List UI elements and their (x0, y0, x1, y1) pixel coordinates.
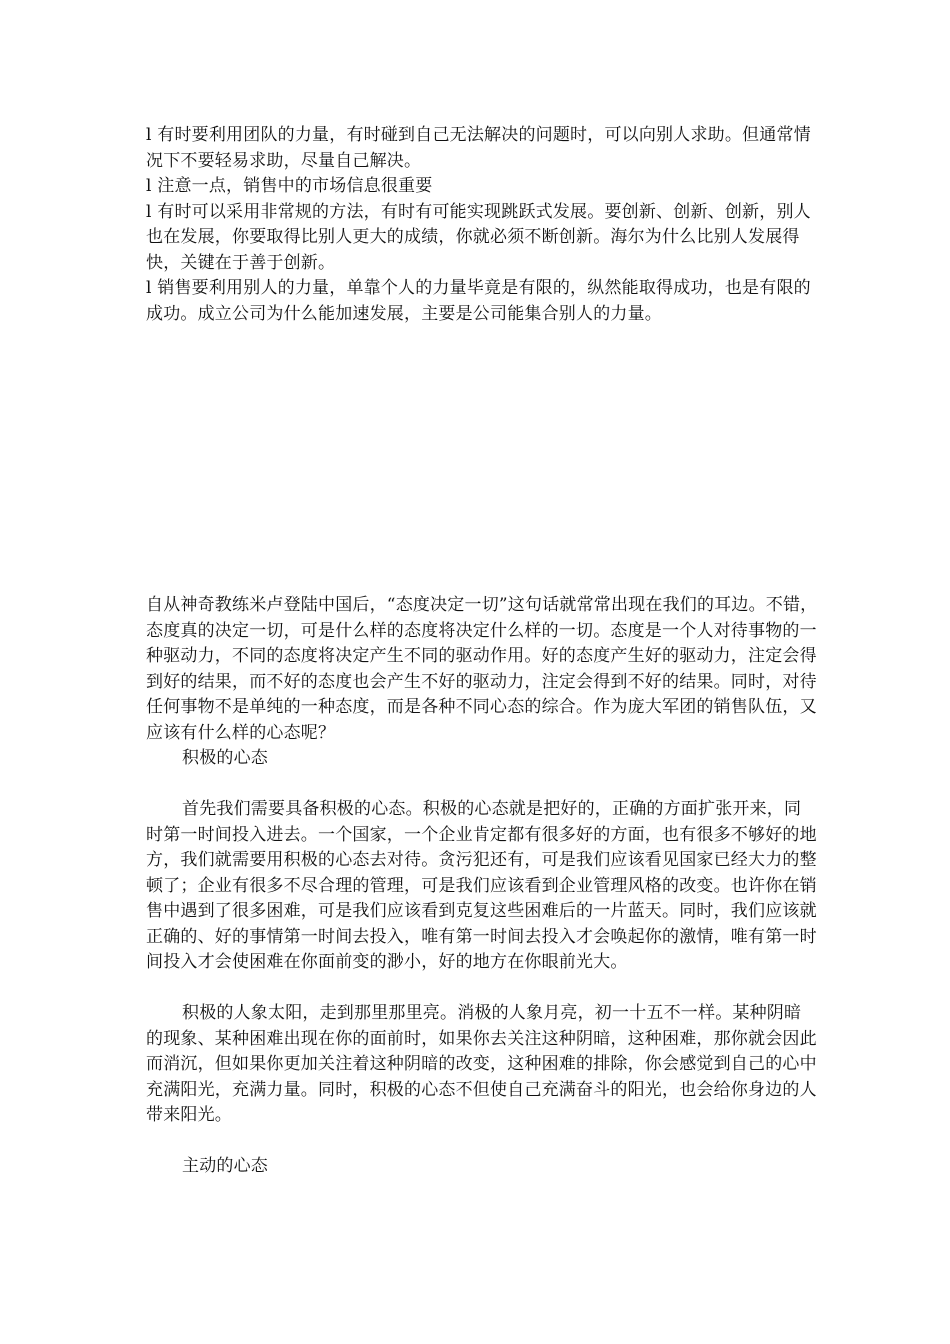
heading-positive-mindset: 积极的心态 (182, 748, 268, 768)
blank-line (146, 772, 818, 798)
blank-line (146, 1129, 818, 1155)
tip-item: l 有时可以采用非常规的方法，有时有可能实现跳跃式发展。要创新、创新、创新，别人也在发展，你要取得比别人更大的成绩，你就必须不断创新。海尔为什么比别人发展得快，关键在于善于创新。 (146, 201, 811, 273)
sales-tips-list (146, 123, 818, 327)
tip-item: l 注意一点，销售中的市场信息很重要 (146, 176, 433, 196)
positive-paragraph: 积极的人象太阳，走到那里那里亮。消极的人象月亮，初一十五不一样。某种阴暗的现象、某种困难出现在你的面前时，如果你去关注这种阴暗，这种困难，那你就会因此而消沉，但如果你更加关注着这种阴暗的改变，这种困难的排除，你会感觉到自己的心中充满阳光，充满力量。同时，积极的心态不但使自己充满奋斗的阳光，也会给你身边的人带来阳光。 (146, 1003, 817, 1125)
mindset-section (146, 593, 818, 1180)
intro-paragraph: 自从神奇教练米卢登陆中国后，“态度决定一切”这句话就常常出现在我们的耳边。不错，态度真的决定一切，可是什么样的态度将决定什么样的一切。态度是一个人对待事物的一种驱动力，不同的态度将决定产生不同的驱动作用。好的态度产生好的驱动力，注定会得到好的结果，而不好的态度也会产生不好的驱动力，注定会得到不好的结果。同时，对待任何事物不是单纯的一种态度，而是各种不同心态的综合。作为庞大军团的销售队伍，又应该有什么样的心态呢？ (146, 595, 818, 743)
tip-item: l 销售要利用别人的力量，单靠个人的力量毕竟是有限的，纵然能取得成功，也是有限的成功。成立公司为什么能加速发展，主要是公司能集合别人的力量。 (146, 278, 811, 324)
heading-active-mindset: 主动的心态 (182, 1156, 268, 1176)
blank-line (146, 976, 818, 1002)
tip-item: l 有时要利用团队的力量，有时碰到自己无法解决的问题时，可以向别人求助。但通常情况下不要轻易求助，尽量自己解决。 (146, 125, 811, 171)
positive-paragraph: 首先我们需要具备积极的心态。积极的心态就是把好的，正确的方面扩张开来，同时第一时间投入进去。一个国家，一个企业肯定都有很多好的方面，也有很多不够好的地方，我们就需要用积极的心态去对待。贪污犯还有，可是我们应该看见国家已经大力的整顿了；企业有很多不尽合理的管理，可是我们应该看到企业管理风格的改变。也许你在销售中遇到了很多困难，可是我们应该看到克复这些困难后的一片蓝天。同时，我们应该就正确的、好的事情第一时间去投入，唯有第一时间去投入才会唤起你的激情，唯有第一时间投入才会使困难在你面前变的渺小，好的地方在你眼前光大。 (146, 799, 817, 972)
